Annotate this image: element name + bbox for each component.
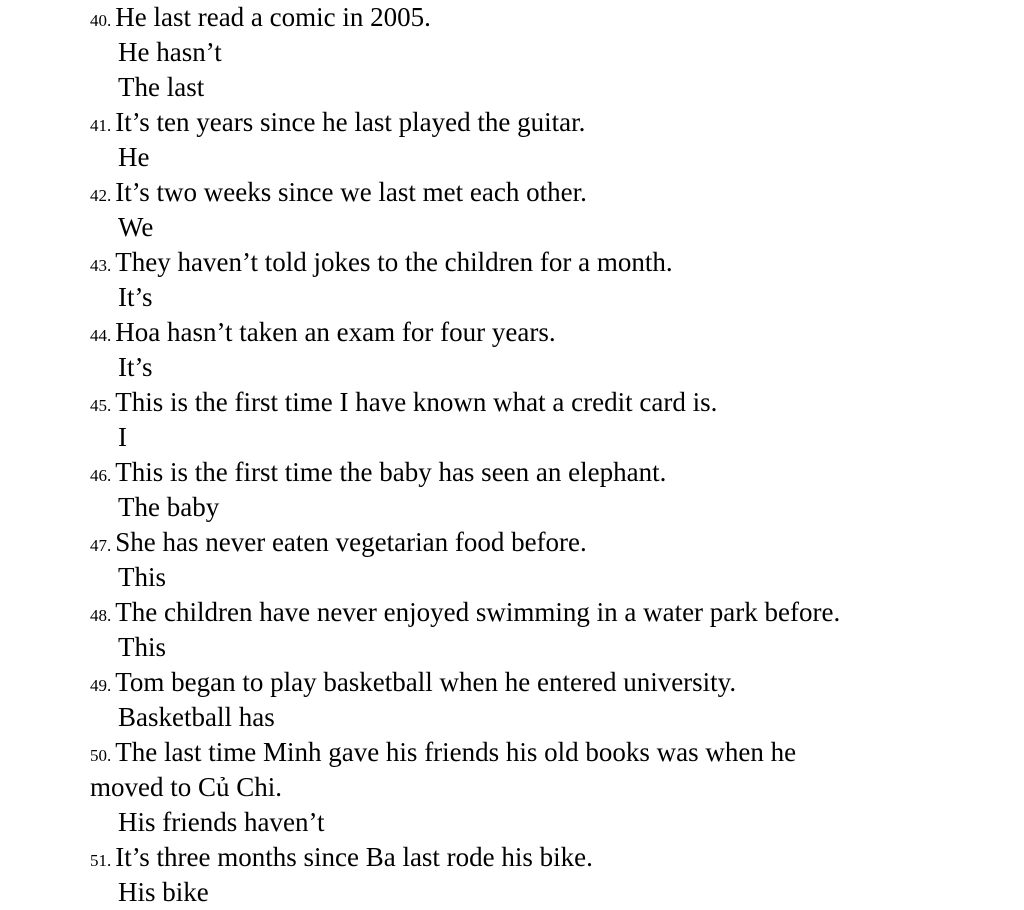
exercise-sentence: It’s two weeks since we last met each other. [115, 177, 587, 207]
exercise-sentence: Hoa hasn’t taken an exam for four years. [115, 317, 556, 347]
rewrite-prompt: This [118, 562, 167, 592]
exercise-number: 43. [90, 256, 112, 275]
rewrite-prompt: The last [118, 72, 205, 102]
rewrite-prompt: It’s [118, 352, 153, 382]
rewrite-prompt: He [118, 142, 150, 172]
exercise-number: 51. [90, 851, 112, 870]
exercise-sentence: This is the first time the baby has seen an elephant. [115, 457, 667, 487]
exercise-sentence-line [90, 840, 1010, 875]
rewrite-prompt: He hasn’t [118, 37, 222, 67]
exercise-number: 45. [90, 396, 112, 415]
exercise-number: 42. [90, 186, 112, 205]
exercise-sentence: This is the first time I have known what a credit card is. [115, 387, 718, 417]
exercise-sentence-line [90, 315, 1010, 350]
exercise-51 [90, 840, 1010, 910]
exercise-sentence: The children have never enjoyed swimming in a water park before. [115, 597, 841, 627]
exercise-sentence: It’s three months since Ba last rode his bike. [115, 842, 593, 872]
exercise-sentence: He last read a comic in 2005. [115, 2, 431, 32]
exercise-number: 41. [90, 116, 112, 135]
exercise-number: 48. [90, 606, 112, 625]
exercise-45 [90, 385, 1010, 455]
exercise-49 [90, 665, 1010, 735]
exercise-48 [90, 595, 1010, 665]
exercise-sentence-line [90, 385, 1010, 420]
exercise-sentence: They haven’t told jokes to the children for a month. [115, 247, 673, 277]
exercise-sentence: It’s ten years since he last played the guitar. [115, 107, 586, 137]
exercise-number: 49. [90, 676, 112, 695]
exercise-sentence-line [90, 245, 1010, 280]
exercise-sentence-line [90, 595, 1010, 630]
rewrite-prompt: His friends haven’t [118, 807, 325, 837]
exercise-sentence: Tom began to play basketball when he entered university. [115, 667, 737, 697]
exercise-number: 46. [90, 466, 112, 485]
exercise-43 [90, 245, 1010, 315]
exercise-50 [90, 735, 1010, 840]
exercise-sentence-line [90, 175, 1010, 210]
exercise-sentence-line [90, 455, 1010, 490]
rewrite-prompt: I [118, 422, 127, 452]
rewrite-prompt: This [118, 632, 167, 662]
rewrite-prompt: The baby [118, 492, 220, 522]
exercise-list [90, 0, 1010, 910]
exercise-47 [90, 525, 1010, 595]
exercise-sentence: The last time Minh gave his friends his old books was when he [115, 737, 797, 767]
exercise-sentence-line [90, 735, 1010, 770]
exercise-sentence-continuation: moved to Củ Chi. [90, 772, 283, 802]
exercise-number: 44. [90, 326, 112, 345]
exercise-41 [90, 105, 1010, 175]
exercise-sentence: She has never eaten vegetarian food before. [115, 527, 587, 557]
exercise-sentence-line [90, 105, 1010, 140]
exercise-42 [90, 175, 1010, 245]
exercise-40 [90, 0, 1010, 105]
rewrite-prompt: His bike [118, 877, 209, 907]
exercise-number: 40. [90, 11, 112, 30]
rewrite-prompt: It’s [118, 282, 153, 312]
exercise-sentence-line [90, 0, 1010, 35]
exercise-44 [90, 315, 1010, 385]
rewrite-prompt: We [118, 212, 154, 242]
exercise-sentence-line [90, 665, 1010, 700]
exercise-number: 47. [90, 536, 112, 555]
rewrite-prompt: Basketball has [118, 702, 275, 732]
exercise-number: 50. [90, 746, 112, 765]
exercise-sentence-line [90, 525, 1010, 560]
exercise-46 [90, 455, 1010, 525]
